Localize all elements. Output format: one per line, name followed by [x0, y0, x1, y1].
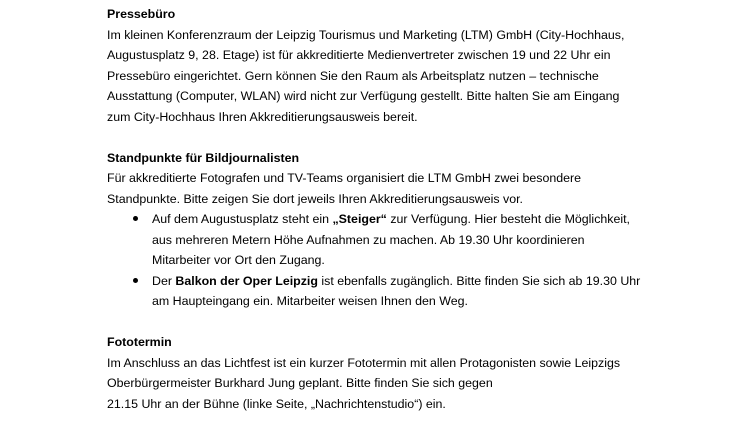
paragraph-line: Pressebüro eingerichtet. Gern können Sie den Raum als Arbeitsplatz nutzen – technische — [107, 68, 599, 83]
list-item — [107, 271, 737, 312]
section-pressebuero — [107, 4, 737, 127]
list-item-text: zur Verfügung. Hier besteht die Möglichkeit, — [386, 212, 630, 226]
paragraph-line: Für akkreditierte Fotografen und TV-Teams organisiert die LTM GmbH zwei besondere — [107, 171, 582, 185]
section-paragraph — [107, 353, 737, 415]
list-item-line: aus mehreren Metern Höhe Aufnahmen zu machen. Ab 19.30 Uhr koordinieren — [152, 232, 585, 247]
bullet-list — [107, 209, 737, 312]
paragraph-line: Im kleinen Konferenzraum der Leipzig Tourismus und Marketing (LTM) GmbH (City-Hochhaus, — [107, 27, 625, 42]
list-item-text: ist ebenfalls zugänglich. Bitte finden Sie sich ab 19.30 Uhr — [317, 273, 641, 288]
section-standpunkte — [107, 148, 737, 312]
paragraph-line: Ausstattung (Computer, WLAN) wird nicht zur Verfügung gestellt. Bitte halten Sie am Eingang — [107, 89, 620, 103]
list-item-bold-text: Balkon der Oper Leipzig — [175, 273, 318, 288]
section-paragraph — [107, 25, 737, 128]
list-item-line: am Haupteingang ein. Mitarbeiter weisen Ihnen den Weg. — [152, 294, 468, 308]
section-fototermin — [107, 332, 737, 414]
list-item-text: Auf dem Augustusplatz steht ein — [152, 212, 333, 226]
paragraph-line: zum City-Hochhaus Ihren Akkreditierungsausweis bereit. — [107, 109, 418, 124]
paragraph-line: Oberbürgermeister Burkhard Jung geplant. Bitte finden Sie sich gegen — [107, 376, 493, 390]
paragraph-line: 21.15 Uhr an der Bühne (linke Seite, „Nachrichtenstudio“) ein. — [107, 396, 446, 411]
list-item-first-line — [152, 209, 737, 230]
section-heading: Pressebüro — [107, 7, 176, 21]
section-heading: Standpunkte für Bildjournalisten — [107, 150, 300, 165]
list-item — [107, 209, 737, 271]
paragraph-line: Standpunkte. Bitte zeigen Sie dort jeweils Ihren Akkreditierungsausweis vor. — [107, 191, 524, 206]
section-heading: Fototermin — [107, 335, 172, 349]
list-item-line: Mitarbeiter vor Ort den Zugang. — [152, 253, 325, 267]
paragraph-line: Im Anschluss an das Lichtfest ist ein kurzer Fototermin mit allen Protagonisten sowie Leipzigs — [107, 355, 621, 370]
section-paragraph — [107, 168, 737, 209]
bullet-dot-icon — [130, 209, 140, 230]
paragraph-line: Augustusplatz 9, 28. Etage) ist für akkreditierte Medienvertreter zwischen 19 und 22 Uhr ein — [107, 48, 611, 62]
bullet-dot-icon — [130, 271, 140, 292]
document-page — [107, 4, 737, 435]
list-item-first-line — [152, 271, 737, 292]
list-item-bold-text: „Steiger“ — [332, 212, 387, 226]
list-item-text: Der — [152, 273, 176, 288]
